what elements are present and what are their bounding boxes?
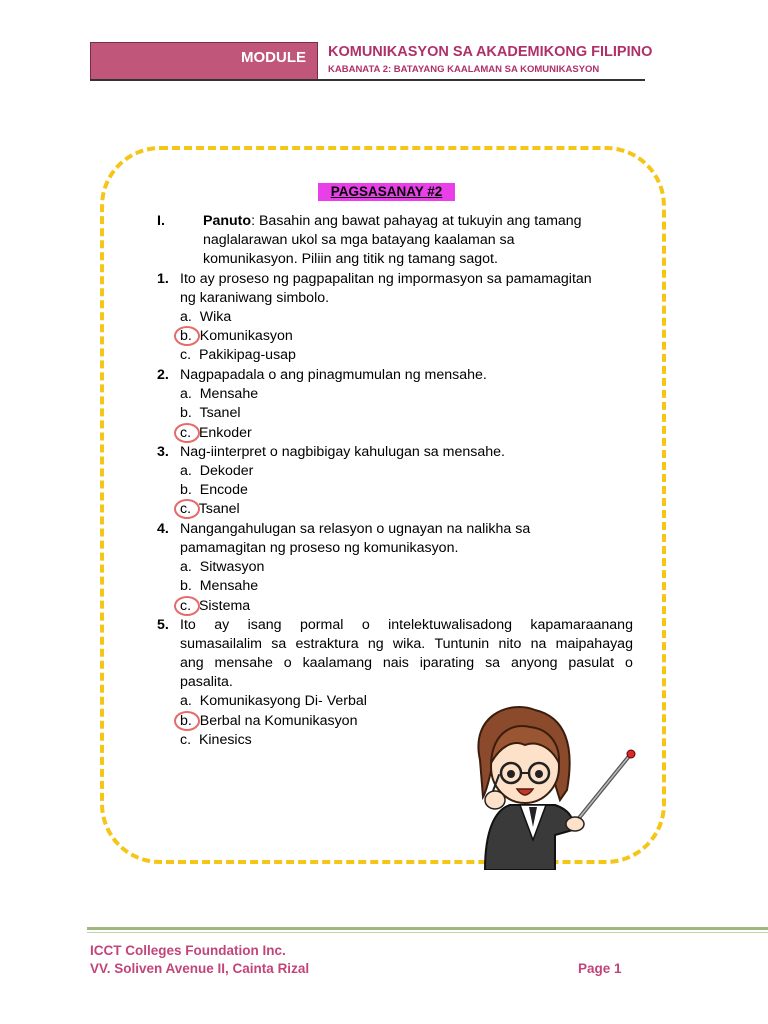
- question-text: Ito ay isang pormal o intelektuwalisadong kapamaraanang: [180, 617, 633, 633]
- choice-a: a. Sitwasyon: [180, 559, 265, 575]
- choice-b: b. Mensahe: [180, 578, 259, 594]
- choice-b: b. Tsanel: [180, 405, 241, 421]
- question-text: pasalita.: [180, 674, 233, 690]
- choice-b: b. Berbal na Komunikasyon: [180, 713, 358, 729]
- module-label: MODULE: [241, 49, 306, 66]
- question-text: Nag-iinterpret o nagbibigay kahulugan sa mensahe.: [180, 444, 505, 460]
- course-title: KOMUNIKASYON SA AKADEMIKONG FILIPINO: [328, 44, 653, 60]
- choice-a: a. Dekoder: [180, 463, 254, 479]
- question-text: Nagpapadala o ang pinagmumulan ng mensahe.: [180, 367, 487, 383]
- question-number: 3.: [157, 444, 169, 460]
- exercise-title: PAGSASANAY #2: [318, 183, 455, 201]
- section-number: I.: [157, 213, 165, 229]
- question-text: ang mensahe o kaalamang nais iparating sa anyong pasulat o: [180, 655, 633, 671]
- choice-c: c. Enkoder: [180, 425, 252, 441]
- panuto-line-3: komunikasyon. Piliin ang titik ng tamang sagot.: [203, 251, 498, 267]
- panuto-label: Panuto: [203, 213, 252, 229]
- question-text: Ito ay proseso ng pagpapalitan ng impormasyon sa pamamagitan: [180, 271, 592, 287]
- pointer-tip: [627, 750, 635, 758]
- choice-b: b. Encode: [180, 482, 248, 498]
- header-divider: [90, 79, 645, 81]
- choice-c: c. Pakikipag-usap: [180, 347, 296, 363]
- answer-circle: [174, 596, 200, 616]
- teacher-illustration: [455, 705, 645, 870]
- footer-address: VV. Soliven Avenue II, Cainta Rizal: [90, 961, 310, 976]
- question-text: Nangangahulugan sa relasyon o ugnayan na nalikha sa: [180, 521, 531, 537]
- chapter-subtitle: KABANATA 2: BATAYANG KAALAMAN SA KOMUNIKASYON: [328, 64, 600, 75]
- choice-c: c. Sistema: [180, 598, 251, 614]
- question-text: ng karaniwang simbolo.: [180, 290, 330, 306]
- choice-b: b. Komunikasyon: [180, 328, 293, 344]
- footer-divider: [87, 927, 768, 930]
- question-number: 5.: [157, 617, 169, 633]
- panuto-text-1: : Basahin ang bawat pahayag at tukuyin ang tamang: [251, 213, 582, 229]
- footer-org: ICCT Colleges Foundation Inc.: [90, 943, 286, 958]
- choice-c: c. Kinesics: [180, 732, 252, 748]
- choice-a: a. Komunikasyong Di- Verbal: [180, 693, 367, 709]
- choice-c: c. Tsanel: [180, 501, 240, 517]
- question-text: pamamagitan ng proseso ng komunikasyon.: [180, 540, 459, 556]
- choice-a: a. Mensahe: [180, 386, 259, 402]
- question-number: 2.: [157, 367, 169, 383]
- question-number: 4.: [157, 521, 169, 537]
- footer-divider-thin: [87, 932, 768, 933]
- question-number: 1.: [157, 271, 169, 287]
- page-number: Page 1: [578, 961, 622, 976]
- panuto-line-2: naglalarawan ukol sa mga batayang kaalaman sa: [203, 232, 515, 248]
- answer-circle: [174, 423, 200, 443]
- answer-circle: [174, 326, 200, 346]
- answer-circle: [174, 711, 200, 731]
- answer-circle: [174, 499, 200, 519]
- question-text: sumasailalim sa estraktura ng wika. Tuntunin nito na maipahayag: [180, 636, 633, 652]
- choice-a: a. Wika: [180, 309, 232, 325]
- panuto-line-1: [203, 212, 582, 230]
